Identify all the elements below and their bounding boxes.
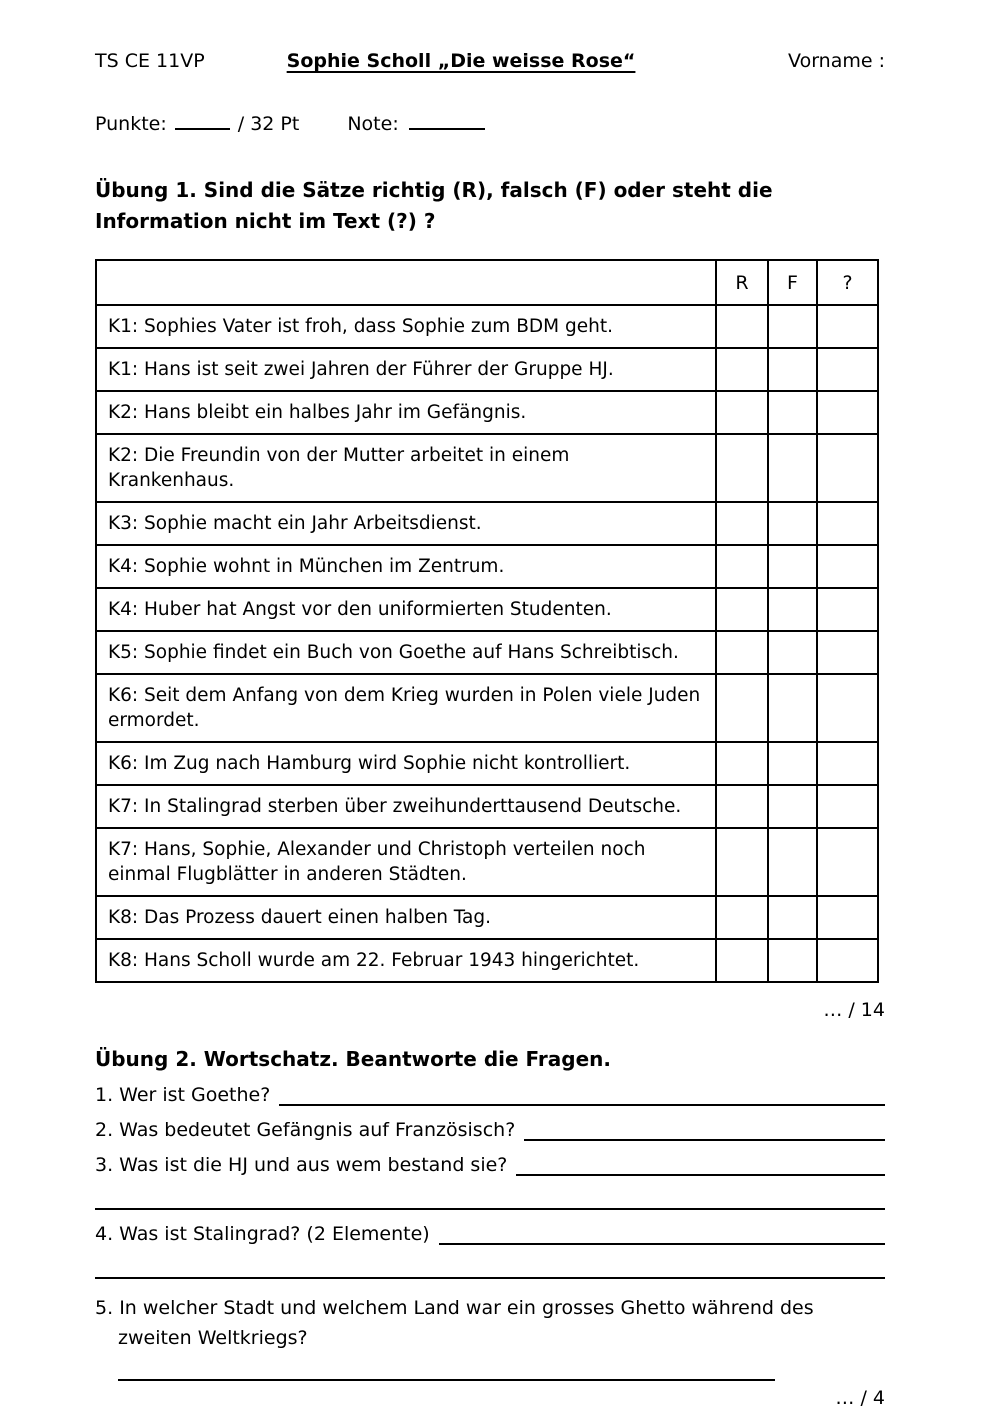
answer-cell-q[interactable] [817,588,878,631]
answer-cell-f[interactable] [768,674,817,742]
question-number: 3. [95,1154,114,1176]
punkte-blank-field[interactable] [175,110,230,130]
page-title: Sophie Scholl „Die weisse Rose“ [286,50,636,72]
answer-cell-r[interactable] [716,391,768,434]
answer-cell-r[interactable] [716,545,768,588]
answer-cell-f[interactable] [768,939,817,982]
answer-blank[interactable] [516,1156,885,1176]
statement-cell: K1: Hans ist seit zwei Jahren der Führer der Gruppe HJ. [96,348,716,391]
statement-cell: K8: Hans Scholl wurde am 22. Februar 1943 hingerichtet. [96,939,716,982]
exercise1-heading: Übung 1. Sind die Sätze richtig (R), falsch (F) oder steht die Information nicht im Text (?) ? [95,178,773,233]
answer-cell-f[interactable] [768,742,817,785]
question-row [95,1293,885,1353]
course-code: TS CE 11VP [95,50,205,72]
table-header-row [96,260,878,305]
table-row [96,939,878,982]
punkte-total: / 32 Pt [237,113,300,135]
answer-cell-r[interactable] [716,348,768,391]
answer-cell-q[interactable] [817,545,878,588]
question-row [95,1084,885,1106]
vorname-label: Vorname : [788,50,885,72]
answer-blank[interactable] [439,1225,885,1245]
note-label: Note: [347,113,399,135]
header [95,50,885,72]
answer-cell-r[interactable] [716,785,768,828]
table-row [96,785,878,828]
table-row [96,896,878,939]
table-row [96,434,878,502]
answer-cell-f[interactable] [768,434,817,502]
exercise1-score: … / 14 [823,999,885,1021]
statement-column-header [96,260,716,305]
statement-cell: K4: Huber hat Angst vor den uniformierten Studenten. [96,588,716,631]
answer-cell-r[interactable] [716,896,768,939]
question-text: In welcher Stadt und welchem Land war ein grosses Ghetto während des zweiten Weltkriegs? [118,1297,814,1349]
answer-cell-r[interactable] [716,502,768,545]
table-row [96,631,878,674]
answer-cell-f[interactable] [768,785,817,828]
question-text: Was ist Stalingrad? (2 Elemente) [119,1223,430,1245]
answer-cell-q[interactable] [817,391,878,434]
table-row [96,588,878,631]
answer-cell-r[interactable] [716,434,768,502]
answer-cell-q[interactable] [817,785,878,828]
answer-cell-f[interactable] [768,631,817,674]
statement-cell: K5: Sophie findet ein Buch von Goethe auf Hans Schreibtisch. [96,631,716,674]
exercise2-score: … / 4 [835,1387,885,1409]
punkte-label: Punkte: [95,113,167,135]
answer-cell-f[interactable] [768,545,817,588]
question-row [95,1154,885,1176]
answer-cell-r[interactable] [716,588,768,631]
question-number: 4. [95,1223,114,1245]
question-number: 2. [95,1119,114,1141]
answer-cell-q[interactable] [817,348,878,391]
answer-cell-r[interactable] [716,828,768,896]
table-row [96,545,878,588]
note-blank-field[interactable] [409,110,485,130]
table-row [96,305,878,348]
answer-cell-q[interactable] [817,939,878,982]
statement-cell: K3: Sophie macht ein Jahr Arbeitsdienst. [96,502,716,545]
answer-blank[interactable] [524,1121,885,1141]
statement-cell: K6: Im Zug nach Hamburg wird Sophie nicht kontrolliert. [96,742,716,785]
answer-cell-f[interactable] [768,828,817,896]
question-text: Was ist die HJ und aus wem bestand sie? [119,1154,508,1176]
question-text: Was bedeutet Gefängnis auf Französisch? [119,1119,516,1141]
statement-cell: K2: Die Freundin von der Mutter arbeitet in einem Krankenhaus. [96,434,716,502]
question-text: Wer ist Goethe? [119,1084,271,1106]
answer-cell-f[interactable] [768,896,817,939]
column-header-falsch: F [768,260,817,305]
statement-cell: K7: Hans, Sophie, Alexander und Christoph verteilen noch einmal Flugblätter in anderen Städten. [96,828,716,896]
points-line [95,110,885,135]
table-row [96,828,878,896]
column-header-richtig: R [716,260,768,305]
table-row [96,502,878,545]
question-number: 1. [95,1084,114,1106]
table-row [96,674,878,742]
answer-cell-r[interactable] [716,939,768,982]
table-row [96,391,878,434]
table-row [96,348,878,391]
statement-cell: K4: Sophie wohnt in München im Zentrum. [96,545,716,588]
answer-blank[interactable] [279,1086,885,1106]
answer-cell-r[interactable] [716,742,768,785]
answer-cell-q[interactable] [817,742,878,785]
answer-cell-r[interactable] [716,674,768,742]
question-row [95,1119,885,1141]
answer-blank[interactable] [95,1249,885,1279]
statement-cell: K8: Das Prozess dauert einen halben Tag. [96,896,716,939]
statement-cell: K7: In Stalingrad sterben über zweihunderttausend Deutsche. [96,785,716,828]
table-row [96,742,878,785]
answer-cell-q[interactable] [817,434,878,502]
answer-cell-q[interactable] [817,896,878,939]
answer-cell-f[interactable] [768,305,817,348]
answer-cell-f[interactable] [768,391,817,434]
answer-cell-f[interactable] [768,588,817,631]
answer-cell-q[interactable] [817,502,878,545]
answer-blank[interactable] [95,1180,885,1210]
answer-cell-q[interactable] [817,305,878,348]
question-number: 5. [95,1297,114,1319]
statement-cell: K6: Seit dem Anfang von dem Krieg wurden in Polen viele Juden ermordet. [96,674,716,742]
answer-cell-q[interactable] [817,674,878,742]
answer-cell-r[interactable] [716,305,768,348]
answer-cell-q[interactable] [817,631,878,674]
statement-cell: K2: Hans bleibt ein halbes Jahr im Gefängnis. [96,391,716,434]
answer-cell-q[interactable] [817,828,878,896]
column-header-unbekannt: ? [817,260,878,305]
answer-cell-f[interactable] [768,348,817,391]
statement-cell: K1: Sophies Vater ist froh, dass Sophie zum BDM geht. [96,305,716,348]
exercise1-table [95,259,879,983]
question-row [95,1223,885,1245]
answer-cell-r[interactable] [716,631,768,674]
answer-blank[interactable] [118,1353,775,1381]
exercise2-heading: Übung 2. Wortschatz. Beantworte die Fragen. [95,1047,611,1071]
answer-cell-f[interactable] [768,502,817,545]
